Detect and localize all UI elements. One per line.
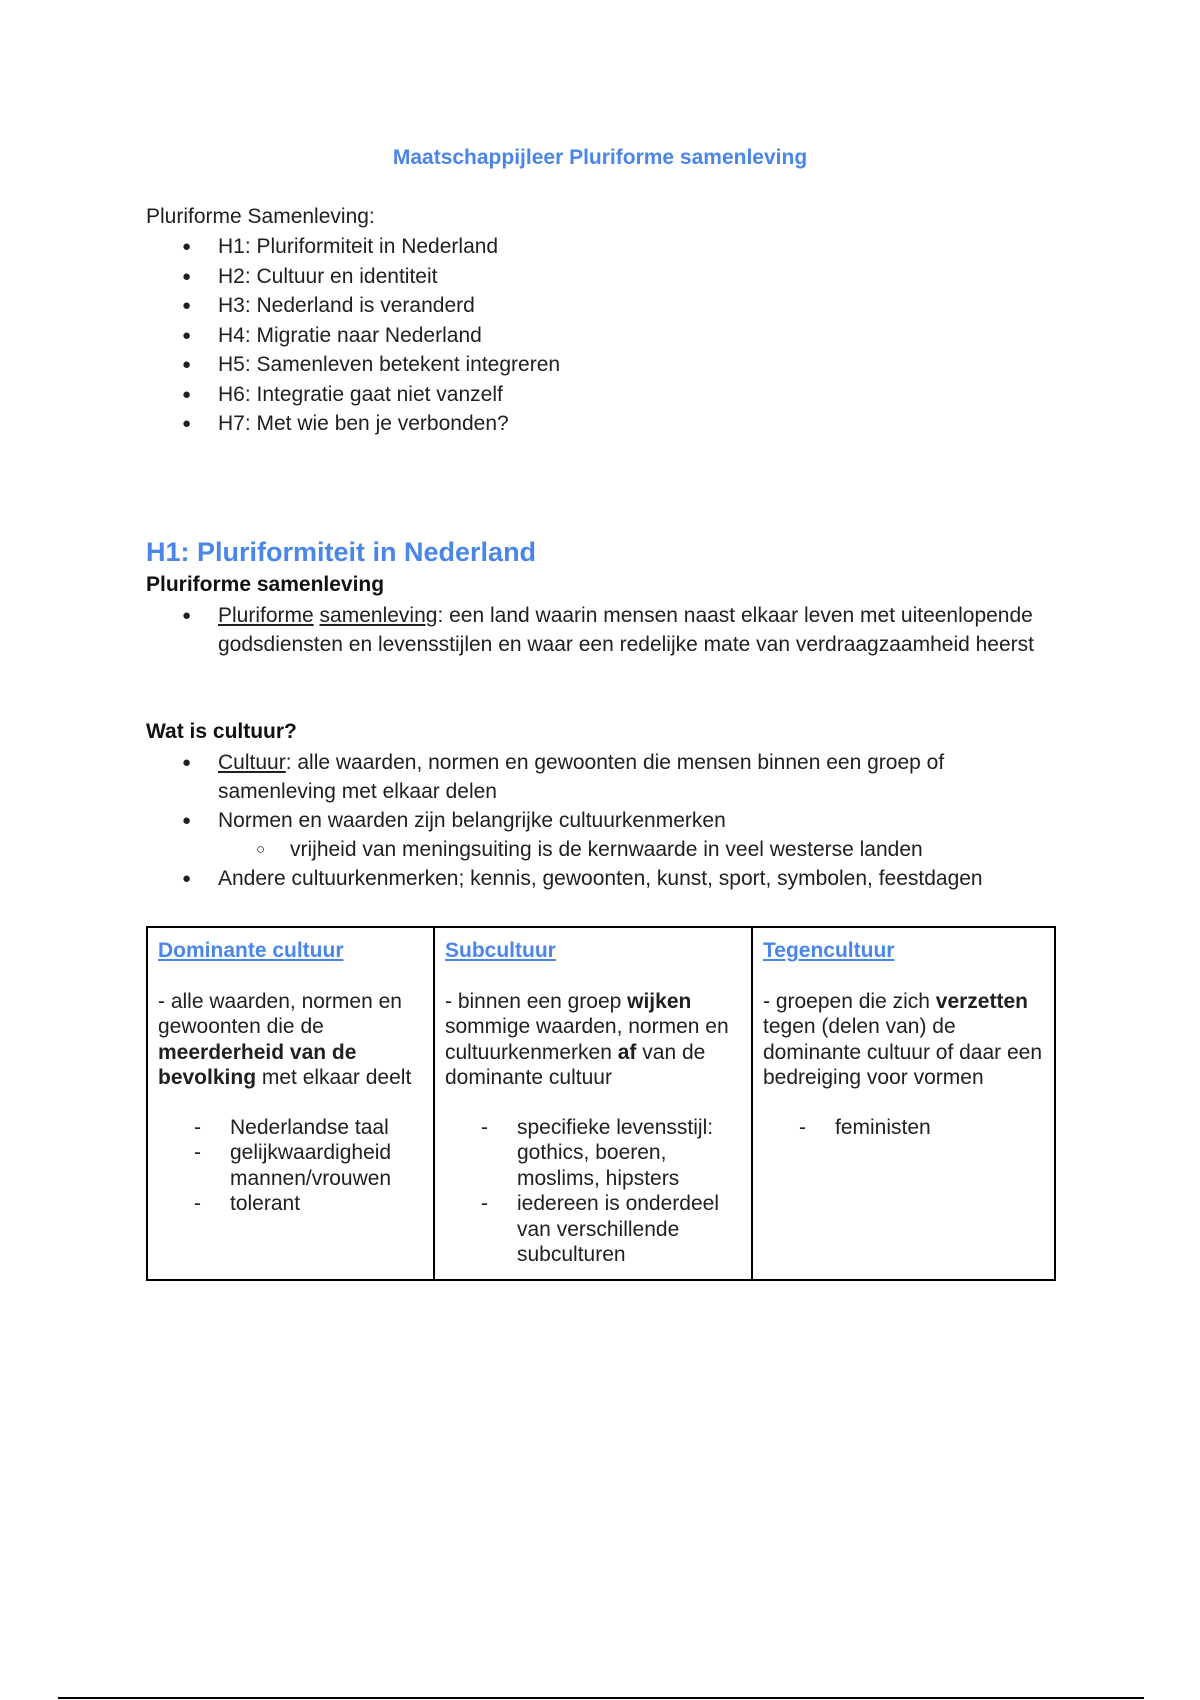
list-item: - specifieke levensstijl: gothics, boeren, moslims, hipsters (445, 1115, 741, 1192)
dash-list (158, 1115, 423, 1217)
list-item: ● Normen en waarden zijn belangrijke cultuurkenmerken (146, 806, 1046, 835)
list-item: - feministen (763, 1115, 1044, 1141)
desc-text: - binnen een groep (445, 989, 628, 1013)
list-item: - gelijkwaardigheid mannen/vrouwen (158, 1140, 423, 1191)
desc-text: met elkaar deelt (256, 1066, 412, 1089)
toc-item: ● H1: Pluriformiteit in Nederland (146, 232, 560, 262)
toc-item: ● H6: Integratie gaat niet vanzelf (146, 380, 560, 410)
cell-description (158, 989, 423, 1091)
footer-divider (58, 1697, 1144, 1699)
section-heading-cultuur: Wat is cultuur? (146, 720, 297, 743)
cell-description (763, 989, 1044, 1091)
column-heading-link[interactable]: Tegencultuur (763, 939, 895, 962)
document-title: Maatschappijleer Pluriforme samenleving (392, 146, 808, 169)
desc-text: van de dominante cultuur (445, 1040, 706, 1089)
list-item: - iedereen is onderdeel van verschillende subculturen (445, 1191, 741, 1268)
sub-list-item: ○ vrijheid van meningsuiting is de kernwaarde in veel westerse landen (146, 835, 1046, 864)
toc-item: ● H2: Cultuur en identiteit (146, 262, 560, 292)
cultuur-list (146, 748, 1046, 893)
toc-item: ● H5: Samenleven betekent integreren (146, 350, 560, 380)
column-heading-link[interactable]: Dominante cultuur (158, 939, 344, 962)
pluriforme-definition-list (146, 601, 1046, 659)
table-cell-tegencultuur (752, 927, 1055, 1280)
definition-text: : alle waarden, normen en gewoonten die mensen binnen een groep of samenleving met elkaar delen (218, 751, 945, 803)
list-item: ● Andere cultuurkenmerken; kennis, gewoonten, kunst, sport, symbolen, feestdagen (146, 864, 1046, 893)
definition-bullet (146, 748, 1046, 806)
desc-text: sommige waarden, normen en cultuurkenmerken (445, 1015, 729, 1064)
toc-heading: Pluriforme Samenleving: (146, 205, 375, 228)
table-cell-dominante (147, 927, 434, 1280)
desc-bold: meerderheid van de bevolking (158, 1040, 357, 1089)
table-cell-subcultuur (434, 927, 752, 1280)
term-cultuur: Cultuur (218, 751, 286, 774)
toc-list (146, 232, 560, 439)
definition-bullet (146, 601, 1046, 659)
chapter-heading: H1: Pluriformiteit in Nederland (146, 537, 537, 567)
column-heading-link[interactable]: Subcultuur (445, 939, 556, 962)
desc-text: - groepen die zich (763, 989, 936, 1013)
list-item: - Nederlandse taal (158, 1115, 423, 1141)
table-row (147, 927, 1055, 1280)
term-samenleving: samenleving (319, 604, 438, 627)
dash-list (763, 1115, 1044, 1141)
list-item: - tolerant (158, 1191, 423, 1217)
desc-bold: af (617, 1040, 637, 1064)
toc-item: ● H4: Migratie naar Nederland (146, 321, 560, 351)
culture-table (146, 926, 1056, 1281)
section-heading-pluriforme: Pluriforme samenleving (146, 573, 385, 596)
toc-item: ● H7: Met wie ben je verbonden? (146, 409, 560, 439)
dash-list (445, 1115, 741, 1268)
toc-item: ● H3: Nederland is veranderd (146, 291, 560, 321)
desc-bold: verzetten (935, 989, 1028, 1013)
desc-text: - alle waarden, normen en gewoonten die de (158, 989, 402, 1038)
desc-bold: wijken (627, 989, 692, 1013)
definition-text: : een land waarin mensen naast elkaar leven met uiteenlopende godsdiensten en levensstijlen en waar een redelijke mate van verdraagzaamheid heerst (218, 604, 1034, 656)
desc-text: tegen (delen van) de dominante cultuur of daar een bedreiging voor vormen (763, 1015, 1043, 1089)
cell-description (445, 989, 741, 1091)
term-pluriforme: Pluriforme (218, 604, 314, 627)
